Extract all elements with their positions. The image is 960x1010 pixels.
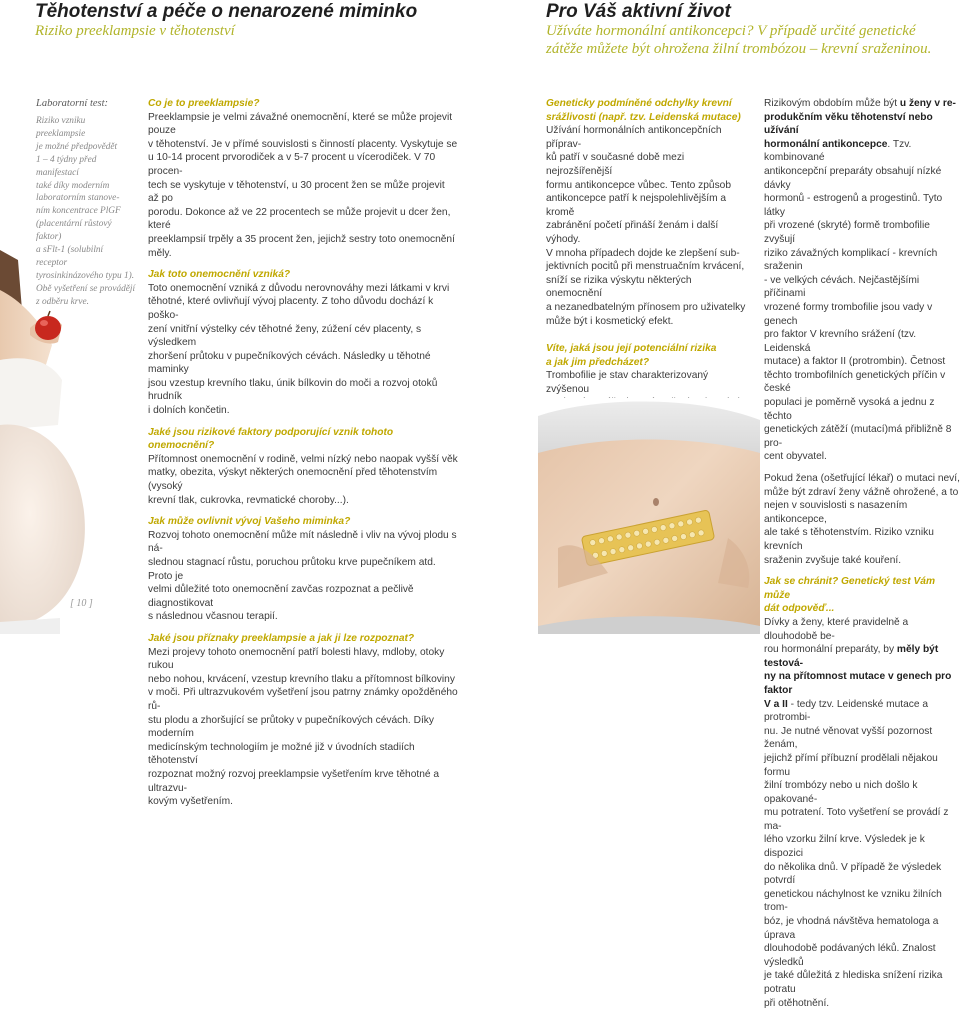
body-line (764, 670, 960, 697)
body-line: antikoncepční preparáty obsahují nízké dávky (764, 165, 942, 191)
body-line: rou hormonální preparáty, by měly být testová- (764, 644, 939, 669)
body-line: zení vnitřní výstelky cév těhotné ženy, zúžení cév placenty, s výsledkem (148, 323, 422, 349)
body-line: Trombofilie je stav charakterizovaný zvýšenou (546, 370, 709, 395)
note-line: tyrosinkinázového typu 1). (36, 270, 135, 281)
paragraph-gap (148, 624, 458, 632)
paragraph-gap (764, 464, 960, 472)
right-subtitle-line: Užíváte hormonální antikoncepci? V případě určité genetické (546, 23, 916, 39)
body-line: hormonů - estrogenů a progestinů. Tyto látky (764, 193, 943, 218)
body-line: i dolních končetin. (148, 405, 230, 417)
question-heading: Jaké jsou rizikové faktory podporující vznik tohoto onemocnění? (148, 426, 394, 452)
left-article-column (148, 97, 458, 809)
body-line: ale také s těhotenstvím. Riziko vzniku krevních (764, 527, 934, 552)
question-heading: Jaké jsou příznaky preeklampsie a jak ji lze rozpoznat? (148, 632, 415, 644)
body-line: s následnou včasnou terapií. (148, 611, 278, 623)
paragraph-gap (148, 418, 458, 426)
body-line: v moči. Při ultrazvukovém vyšetření jsou patrny známky opožděného rů- (148, 687, 458, 712)
body-line: riziko závažných komplikací - krevních sraženin (764, 247, 938, 273)
body-line: preeklampsií trpěly a 35 procent žen, jejichž sestry toto onemocnění měly. (148, 233, 455, 259)
lab-test-note-title: Laboratorní test: (36, 98, 109, 109)
body-line: jektivních pocitů při menstruačním krvácení, (546, 261, 745, 273)
note-line: ním koncentrace PlGF (36, 206, 121, 217)
body-line: vrozené formy trombofilie jsou vady v genech (764, 301, 933, 327)
paragraph-gap (546, 328, 746, 342)
body-line: mutace) a faktor II (protrombin). Četnost (764, 356, 946, 368)
body-line: V mnoha případech dojde ke zlepšení sub- (546, 247, 740, 259)
body-line: nebo nohou, krvácení, vzestup krevního tlaku a přítomnost bílkoviny (148, 673, 455, 685)
body-line: těhotné, které ovlivňují vývoj placenty. Z toho důvodu dochází k poško- (148, 296, 434, 321)
right-article-column-2 (764, 97, 960, 1010)
body-line: porodu. Dokonce až ve 22 procentech se může projevit u dcer žen, které (148, 206, 451, 232)
question-heading: Jak se chránit? Genetický test Vám může (764, 576, 936, 601)
body-line: při vrozené (skryté) formě trombofilie zvyšují (764, 220, 930, 245)
body-line: těchto trombofilních genetických příčin v české (764, 369, 946, 395)
body-line: sníží se rizika výskytu některých onemocnění (546, 274, 692, 300)
body-line: sraženin zvyšuje také kouření. (764, 554, 902, 566)
body-line: Mezi projevy tohoto onemocnění patří bolesti hlavy, mdloby, otoky rukou (148, 646, 445, 672)
note-line: 1 – 4 týdny před manifestací (36, 154, 97, 178)
right-page-subtitle (546, 22, 931, 58)
body-line: Rozvoj tohoto onemocnění může mít následně i vliv na vývoj plodu s ná- (148, 529, 457, 555)
body-line: mu potratení. Toto vyšetření se provádí z ma- (764, 807, 949, 832)
body-line: rozpoznat možný rozvoj preeklampsie vyšetřením krve těhotné a ultrazvu- (148, 768, 440, 794)
lab-test-note-body (36, 115, 136, 309)
left-page-title: Těhotenství a péče o nenarozené miminko (35, 1, 418, 22)
lab-test-note (36, 97, 136, 309)
body-line: medicínským technologiím je možné již v úvodních stadiích těhotenství (148, 741, 415, 767)
body-line: krevní tlak, cukrovka, revmatické choroby...). (148, 494, 349, 506)
question-heading: dát odpověď... (764, 603, 835, 615)
body-line: genetických zátěží (mutací)má přibližně 8 pro- (764, 424, 952, 449)
body-line: žilní trombózy nebo u nich došlo k opakované- (764, 780, 918, 805)
paragraph-gap (148, 260, 458, 268)
body-line (764, 111, 960, 138)
body-line: antikoncepce patří k nejspolehlivějším a kromě (546, 193, 727, 218)
body-line: - ve velkých cévách. Nejčastějšími příčinami (764, 274, 920, 300)
body-line: hormonální antikoncepce. Tzv. kombinované (764, 138, 912, 164)
body-line: jsou vzestup krevního tlaku, únik bílkovin do moči a rozvoj otoků hrudník (148, 377, 438, 403)
body-line: Rizikovým obdobím může být u ženy v re- (764, 98, 956, 109)
body-line: je také důležitá z hlediska snížení rizika potratu (764, 970, 943, 995)
right-subtitle-line: zátěže můžete být ohrožena žilní trombózou – krevní sraženinou. (546, 41, 932, 57)
note-line: a sFlt-1 (solubilní receptor (36, 245, 104, 268)
body-line: může být zdraví ženy vážně ohrožené, a to (764, 486, 959, 498)
body-line: u 10-14 procent prvorodiček a v 5-7 procent u vícerodiček. V 70 procen- (148, 152, 436, 177)
emphasis-text: V a II (764, 698, 788, 710)
body-line: genetickou náchylnost ke vzniku žilních trom- (764, 888, 942, 914)
note-line: Obě vyšetření se provádějí (36, 283, 136, 294)
body-line: bóz, je vhodná návštěva hematologa a úprava (764, 916, 939, 941)
body-line: kovým vyšetřením. (148, 796, 233, 808)
body-line: tech se vyskytuje v těhotenství, u 30 procent žen se může projevit až po (148, 179, 445, 205)
question-heading: Víte, jaká jsou její potenciální rizika (546, 343, 717, 355)
emphasis-text: ny na přítomnost mutace v genech pro faktor (764, 671, 952, 696)
body-line: populaci je poměrně vysoká a jednu z těchto (764, 397, 935, 422)
body-line: může být i kosmetický efekt. (546, 315, 674, 327)
body-line: při otěhotnění. (764, 997, 830, 1009)
question-heading: Jak toto onemocnění vzniká? (148, 269, 291, 281)
right-page-title: Pro Váš aktivní život (546, 1, 731, 22)
note-line: laboratorním stanove- (36, 193, 120, 204)
body-line: v těhotenství. Je v přímé souvislosti s činností placenty. Vyskytuje se (148, 138, 458, 150)
body-line: zabránění početí přináší ženám i další výhody. (546, 220, 719, 245)
paragraph-gap (148, 507, 458, 515)
left-page-subtitle: Riziko preeklampsie v těhotenství (35, 23, 235, 39)
question-heading: srážlivosti (např. tzv. Leidenská mutace) (546, 111, 741, 123)
question-heading: Co je to preeklampsie? (148, 98, 260, 109)
body-line: velmi důležité toto onemocnění zavčas rozpoznat a pečlivě diagnostikovat (148, 584, 414, 609)
body-line: nejen v souvislosti s nasazením antikoncepce, (764, 500, 908, 525)
body-line: jejichž přímí příbuzní prodělali nějakou formu (764, 752, 938, 778)
note-line: také díky moderním (36, 180, 110, 191)
body-line: cent obyvatel. (764, 451, 827, 463)
note-line: je možné předpovědět (36, 141, 118, 152)
question-heading: Geneticky podmíněné odchylky krevní (546, 98, 732, 109)
body-line: Dívky a ženy, které pravidelně a dlouhodobě be- (764, 616, 909, 642)
body-line: Toto onemocnění vzniká z důvodu nerovnováhy mezi látkami v krvi (148, 282, 450, 294)
body-line: formu antikoncepce vůbec. Tento způsob (546, 179, 731, 191)
emphasis-text: produkčním věku těhotenství nebo užívání (764, 111, 933, 137)
question-heading: Jak může ovlivnit vývoj Vašeho miminka? (148, 516, 351, 528)
note-line: (placentární růstový faktor) (36, 219, 112, 243)
body-line: a nezanedbatelným přínosem pro uživatelky (546, 301, 746, 313)
body-line: V a II - tedy tzv. Leidenské mutace a protrombi- (764, 698, 929, 724)
body-line: lého vzorku žilní krve. Výsledek je k dispozici (764, 834, 925, 860)
body-line: nu. Je nutné věnovat vyšší pozornost ženám, (764, 725, 933, 751)
body-line: Preeklampsie je velmi závažné onemocnění, které se může projevit pouze (148, 111, 453, 137)
emphasis-text: hormonální antikoncepce (764, 138, 888, 150)
body-line: ků patří v současné době mezi nejrozšířenější (546, 152, 685, 177)
note-line: z odběru krve. (36, 296, 89, 307)
body-line: zhoršení průtoku v pupečníkových cévách. Následky u těhotné maminky (148, 350, 431, 376)
paragraph-gap (764, 567, 960, 575)
page-number: [ 10 ] (70, 598, 93, 609)
belly-contraceptive-photo (538, 398, 760, 634)
emphasis-text: u ženy v re- (899, 98, 956, 109)
body-line: matky, obezita, výskyt některých onemocnění před těhotenstvím (vysoký (148, 467, 438, 493)
body-line: Užívání hormonálních antikoncepčních příprav- (546, 125, 722, 150)
note-line: Riziko vzniku preeklampsie (36, 116, 86, 139)
body-line: Přítomnost onemocnění v rodině, velmi nízký nebo naopak vyšší věk (148, 453, 458, 465)
body-line: dlouhodobě podávaných léků. Znalost výsledků (764, 943, 936, 968)
question-heading: a jak jim předcházet? (546, 356, 650, 368)
body-line: slednou stagnací růstu, poruchou průtoku krve pupečníkem atd. Proto je (148, 557, 436, 582)
body-line: do několika dnů. V případě že výsledek potvrdí (764, 861, 942, 887)
body-line: stu plodu a zhoršující se průtoky v pupečníkových cévách. Díky moderním (148, 714, 434, 740)
body-line: Pokud žena (ošetřující lékař) o mutaci neví, (764, 473, 960, 485)
emphasis-text: měly být testová- (764, 644, 939, 669)
body-line: pro faktor V krevního srážení (tzv. Leidenská (764, 329, 917, 354)
